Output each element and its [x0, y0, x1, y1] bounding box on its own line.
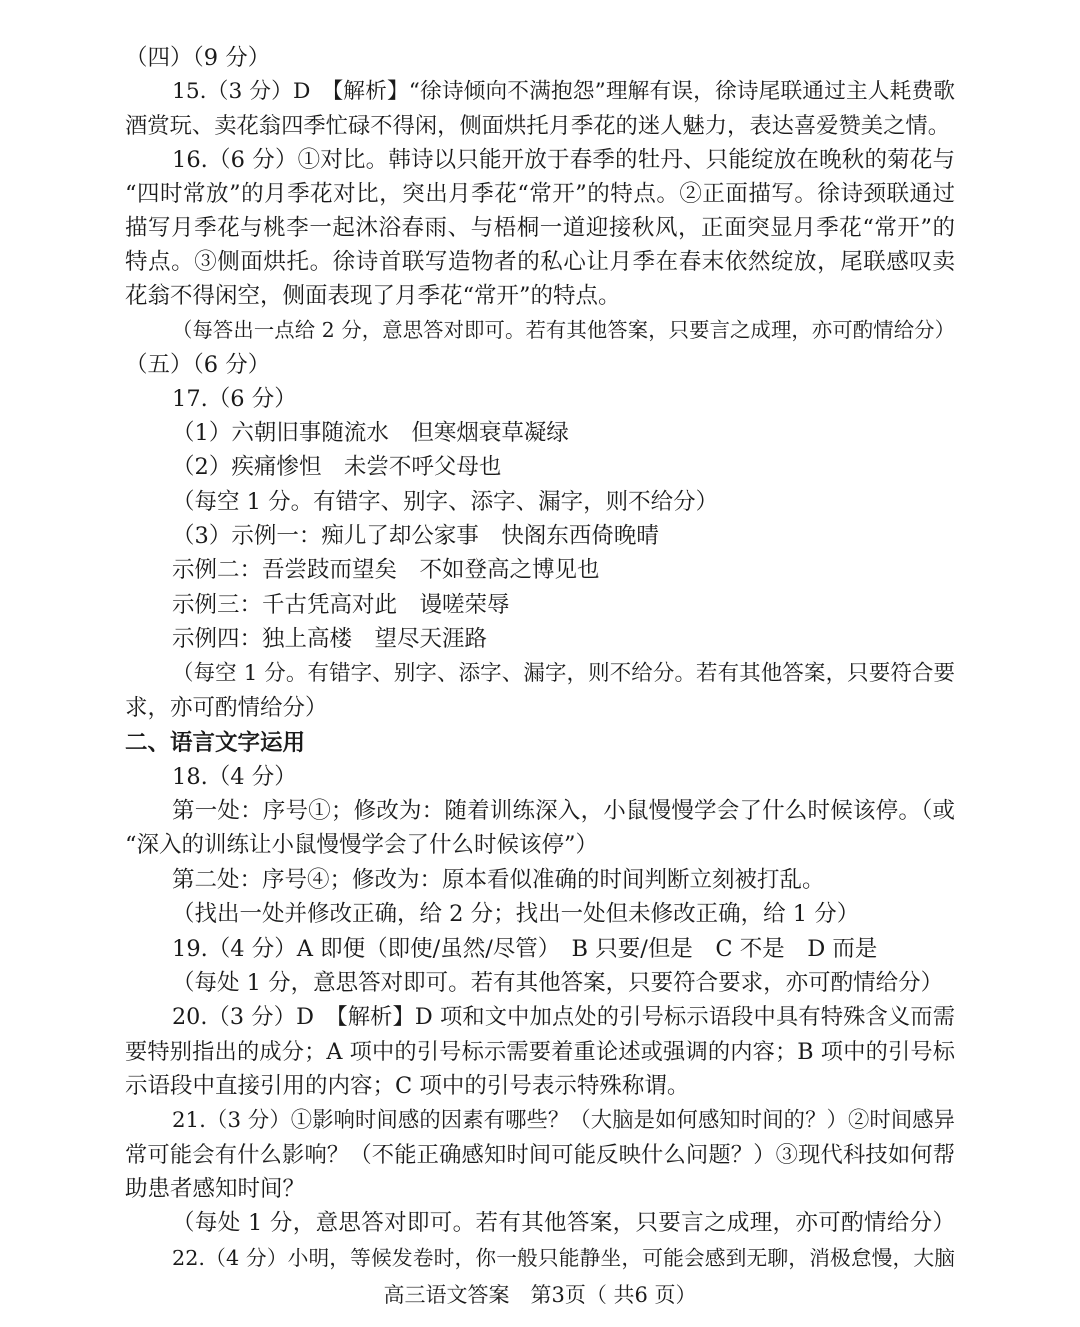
q15-line-1: 15.（3 分）D 【解析】“徐诗倾向不满抱怨”理解有误，徐诗尾联通过主人耗费歌 [172, 79, 955, 104]
q18-first-fix-line-2: “深入的训练让小鼠慢慢学会了什么时候该停”） [125, 832, 599, 858]
section-five-heading: （五）（6 分） [125, 352, 271, 378]
q17-item-1: （1）六朝旧事随流水 但寒烟衰草凝绿 [172, 420, 569, 446]
q17-item-2: （2）疾痛惨怛 未尝不呼父母也 [172, 454, 502, 480]
section-four-heading: （四）（9 分） [125, 45, 271, 71]
q20-line-1: 20.（3 分）D 【解析】D 项和文中加点处的引号标示语段中具有特殊含义而需 [172, 1004, 955, 1030]
q19-scoring-note: （每处 1 分，意思答对即可。若有其他答案，只要符合要求，亦可酌情给分） [172, 970, 944, 996]
q17-heading: 17.（6 分） [172, 386, 297, 412]
q15-line-2: 酒赏玩、卖花翁四季忙碌不得闲，侧面烘托月季花的迷人魅力，表达喜爱赞美之情。 [125, 113, 950, 139]
q18-second-fix: 第二处：序号④；修改为：原本看似准确的时间判断立刻被打乱。 [172, 867, 825, 893]
page-footer: 高三语文答案 第3页（ 共6 页） [383, 1283, 697, 1307]
q21-scoring-note: （每处 1 分，意思答对即可。若有其他答案，只要言之成理，亦可酌情给分） [172, 1210, 955, 1236]
q16-line-1: 16.（6 分）①对比。韩诗以只能开放于春季的牡丹、只能绽放在晚秋的菊花与 [172, 147, 955, 173]
q16-line-2: “四时常放”的月季花对比，突出月季花“常开”的特点。②正面描写。徐诗颈联通过 [125, 181, 955, 207]
q17-example-4: 示例四：独上高楼 望尽天涯路 [172, 626, 488, 652]
q16-line-4: 特点。③侧面烘托。徐诗首联写造物者的私心让月季在春末依然绽放，尾联感叹卖 [125, 249, 955, 275]
q21-line-2: 常可能会有什么影响？（不能正确感知时间可能反映什么问题？）③现代科技如何帮 [125, 1142, 955, 1168]
q18-first-fix-line-1: 第一处：序号①；修改为：随着训练深入，小鼠慢慢学会了什么时候该停。（或 [172, 798, 955, 824]
q20-line-2: 要特别指出的成分；A 项中的引号标示需要着重论述或强调的内容；B 项中的引号标 [125, 1039, 955, 1065]
q17-example-3: 示例三：千古凭高对此 谩嗟荣辱 [172, 592, 510, 618]
q17-scoring-note-2-line-1: （每空 1 分。有错字、别字、添字、漏字，则不给分。若有其他答案，只要符合要 [172, 661, 955, 686]
q19-answer: 19.（4 分）A 即便（即使/虽然/尽管） B 只要/但是 C 不是 D 而是 [172, 936, 878, 962]
q17-item-3-example-1: （3）示例一：痴儿了却公家事 快阁东西倚晚晴 [172, 523, 659, 549]
q20-line-3: 示语段中直接引用的内容；C 项中的引号表示特殊称谓。 [125, 1073, 690, 1099]
q16-line-3: 描写月季花与桃李一起沐浴春雨、与梧桐一道迎接秋风，正面突显月季花“常开”的 [125, 215, 955, 241]
part-two-heading: 二、语言文字运用 [125, 730, 306, 756]
q17-example-2: 示例二：吾尝跂而望矣 不如登高之博见也 [172, 557, 600, 583]
q18-heading: 18.（4 分） [172, 764, 297, 790]
q18-scoring-note: （找出一处并修改正确，给 2 分；找出一处但未修改正确，给 1 分） [172, 901, 860, 927]
q17-scoring-note-2-line-2: 求，亦可酌情给分） [125, 695, 328, 721]
q17-scoring-note-1: （每空 1 分。有错字、别字、添字、漏字，则不给分） [172, 489, 719, 515]
q21-line-3: 助患者感知时间？ [125, 1176, 306, 1202]
q16-scoring-note: （每答出一点给 2 分，意思答对即可。若有其他答案，只要言之成理，亦可酌情给分） [172, 318, 955, 342]
q22-line-1: 22.（4 分）小明，等候发卷时，你一般只能静坐，可能会感到无聊，消极怠慢，大脑 [172, 1246, 955, 1270]
q21-line-1: 21.（3 分）①影响时间感的因素有哪些？（大脑是如何感知时间的？）②时间感异 [172, 1108, 955, 1133]
q16-line-5: 花翁不得闲空，侧面表现了月季花“常开”的特点。 [125, 283, 621, 309]
